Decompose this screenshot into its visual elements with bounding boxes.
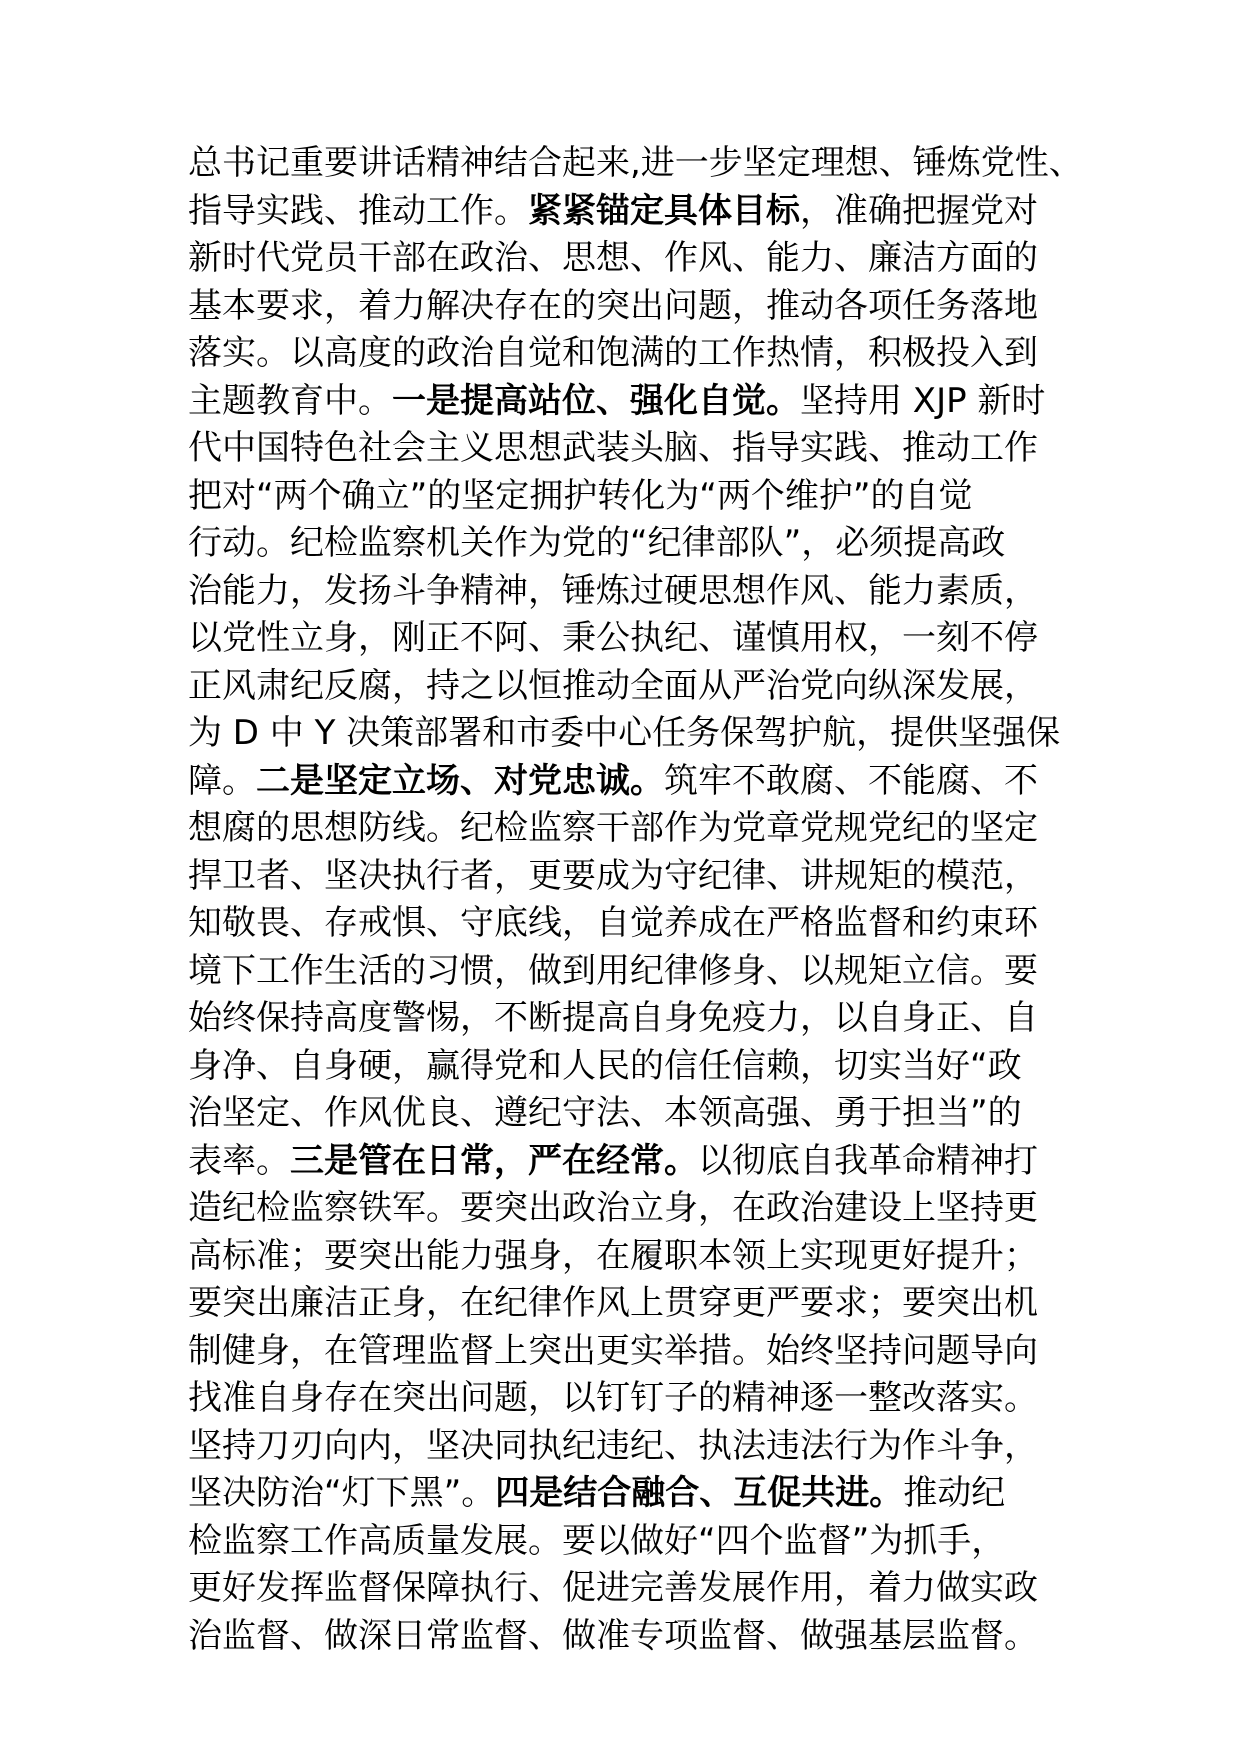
text-line [188, 1613, 1088, 1661]
text-line [188, 1280, 1088, 1328]
text-line [188, 758, 1088, 806]
text-line [188, 1375, 1088, 1423]
text-line [188, 1470, 1088, 1518]
body-text-segment: 筑牢不敢腐、不能腐、不 [664, 760, 1038, 801]
body-text-segment: 把对“两个确立”的坚定拥护转化为“两个维护”的自觉 [188, 475, 973, 516]
text-line [188, 710, 1088, 758]
body-text-segment: 行动。纪检监察机关作为党的“纪律部队”，必须提高政 [188, 523, 1006, 563]
body-text-segment: 治监督、做深日常监督、做准专项监督、做强基层监督。 [188, 1615, 1038, 1656]
body-text-segment: 为 D 中 Y 决策部署和市委中心任务保驾护航，提供坚强保 [188, 713, 1061, 753]
text-line [188, 520, 1088, 568]
text-line [188, 140, 1088, 188]
body-text-segment: 坚持刀刃向内，坚决同执纪违纪、执法违法行为作斗争， [188, 1425, 1038, 1466]
body-text-segment: 检监察工作高质量发展。要以做好“四个监督”为抓手， [188, 1520, 1006, 1561]
text-line [188, 378, 1088, 426]
text-line [188, 853, 1088, 901]
text-line [188, 1138, 1088, 1186]
body-text-segment: 捍卫者、坚决执行者，更要成为守纪律、讲规矩的模范， [188, 855, 1038, 896]
bold-heading-text: 四是结合融合、互促共进。 [495, 1473, 904, 1513]
text-line [188, 1043, 1088, 1091]
body-text-segment: 想腐的思想防线。纪检监察干部作为党章党规党纪的坚定 [188, 808, 1038, 848]
body-text-segment: ，准确把握党对 [800, 190, 1038, 231]
text-line [188, 568, 1088, 616]
body-text-segment: 正风肃纪反腐，持之以恒推动全面从严治党向纵深发展， [188, 665, 1038, 706]
text-line [188, 1233, 1088, 1281]
text-line [188, 188, 1088, 236]
body-text-segment: 知敬畏、存戒惧、守底线，自觉养成在严格监督和约束环 [188, 903, 1038, 943]
text-line [188, 1565, 1088, 1613]
body-text-segment: 以彻底自我革命精神打 [698, 1140, 1038, 1181]
text-line [188, 235, 1088, 283]
body-text-segment: 身净、自身硬，赢得党和人民的信任信赖，切实当好“政 [188, 1045, 1022, 1086]
body-text-segment: 以党性立身，刚正不阿、秉公执纪、谨慎用权，一刻不停 [188, 618, 1038, 658]
body-text-segment: 推动纪 [903, 1473, 1006, 1513]
body-text-segment: 治能力，发扬斗争精神，锤炼过硬思想作风、能力素质， [188, 570, 1038, 611]
text-line [188, 900, 1088, 948]
text-line [188, 1090, 1088, 1138]
body-text-segment: 障。 [188, 760, 256, 801]
bold-heading-text: 二是坚定立场、对党忠诚。 [256, 760, 664, 801]
body-text-segment: 代中国特色社会主义思想武装头脑、指导实践、推动工作 [188, 428, 1038, 468]
body-text [188, 140, 1088, 1660]
body-text-segment: 总书记重要讲话精神结合起来,进一步坚定理想、锤炼党性、 [188, 143, 1083, 183]
body-text-segment: 表率。 [188, 1140, 290, 1181]
text-line [188, 1518, 1088, 1566]
body-text-segment: 基本要求，着力解决存在的突出问题，推动各项任务落地 [188, 285, 1038, 326]
body-text-segment: 境下工作生活的习惯，做到用纪律修身、以规矩立信。要 [188, 950, 1038, 991]
body-text-segment: 找准自身存在突出问题，以钉钉子的精神逐一整改落实。 [188, 1378, 1038, 1418]
text-line [188, 283, 1088, 331]
bold-heading-text: 三是管在日常，严在经常。 [290, 1140, 698, 1181]
text-line [188, 1185, 1088, 1233]
body-text-segment: 落实。以高度的政治自觉和饱满的工作热情，积极投入到 [188, 333, 1038, 373]
body-text-segment: 高标准；要突出能力强身，在履职本领上实现更好提升； [188, 1235, 1038, 1276]
body-text-segment: 主题教育中。 [188, 380, 392, 421]
text-line [188, 805, 1088, 853]
text-line [188, 473, 1088, 521]
bold-heading-text: 一是提高站位、强化自觉。 [392, 380, 800, 421]
body-text-segment: 新时代党员干部在政治、思想、作风、能力、廉洁方面的 [188, 238, 1038, 278]
body-text-segment: 更好发挥监督保障执行、促进完善发展作用，着力做实政 [188, 1568, 1038, 1608]
text-line [188, 615, 1088, 663]
bold-heading-text: 紧紧锚定具体目标 [528, 190, 800, 231]
text-line [188, 425, 1088, 473]
body-text-segment: 坚决防治“灯下黑”。 [188, 1473, 496, 1513]
body-text-segment: 坚持用 XJP 新时 [800, 380, 1046, 421]
text-line [188, 948, 1088, 996]
body-text-segment: 要突出廉洁正身，在纪律作风上贯穿更严要求；要突出机 [188, 1283, 1038, 1323]
text-line [188, 1328, 1088, 1376]
text-line [188, 995, 1088, 1043]
text-line [188, 1423, 1088, 1471]
text-line [188, 663, 1088, 711]
body-text-segment: 始终保持高度警惕，不断提高自身免疫力，以自身正、自 [188, 998, 1038, 1038]
text-line [188, 330, 1088, 378]
body-text-segment: 指导实践、推动工作。 [188, 190, 528, 231]
body-text-segment: 治坚定、作风优良、遵纪守法、本领高强、勇于担当”的 [188, 1093, 1022, 1133]
body-text-segment: 制健身，在管理监督上突出更实举措。始终坚持问题导向 [188, 1330, 1038, 1371]
body-text-segment: 造纪检监察铁军。要突出政治立身，在政治建设上坚持更 [188, 1188, 1038, 1228]
